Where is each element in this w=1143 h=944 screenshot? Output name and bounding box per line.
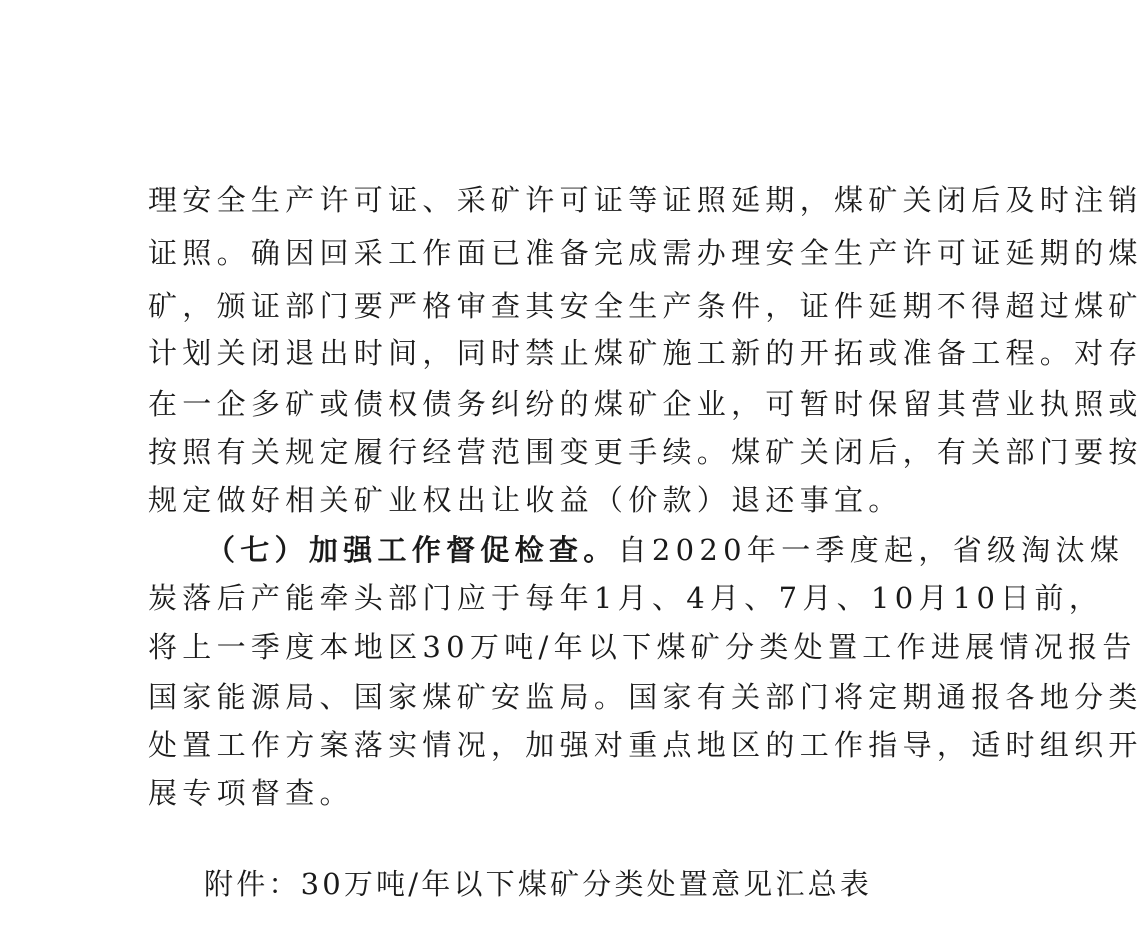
section7-line-3: 将上一季度本地区30万吨/年以下煤矿分类处置工作进展情况报告: [148, 630, 1137, 664]
section7-line-4: 国家能源局、国家煤矿安监局。国家有关部门将定期通报各地分类: [148, 680, 1143, 714]
attachment-line: 附件：30万吨/年以下煤矿分类处置意见汇总表: [204, 867, 873, 901]
section7-line-2: 炭落后产能牵头部门应于每年1月、4月、7月、10月10日前，: [148, 581, 1104, 615]
paragraph-line-2: 证照。确因回采工作面已准备完成需办理安全生产许可证延期的煤: [148, 236, 1143, 270]
paragraph-line-4: 计划关闭退出时间，同时禁止煤矿施工新的开拓或准备工程。对存: [148, 336, 1143, 370]
section7-heading: （七）加强工作督促检查。: [206, 533, 618, 567]
section7-first-line: [206, 530, 1125, 570]
section7-line-5: 处置工作方案落实情况，加强对重点地区的工作指导，适时组织开: [148, 728, 1143, 762]
paragraph-line-7: 规定做好相关矿业权出让收益（价款）退还事宜。: [148, 483, 903, 517]
section7-line-6: 展专项督查。: [148, 776, 354, 810]
section7-first-line-text: 自2020年一季度起，省级淘汰煤: [617, 533, 1125, 567]
paragraph-line-1: 理安全生产许可证、采矿许可证等证照延期，煤矿关闭后及时注销: [148, 183, 1143, 217]
paragraph-line-5: 在一企多矿或债权债务纠纷的煤矿企业，可暂时保留其营业执照或: [148, 387, 1143, 421]
paragraph-line-6: 按照有关规定履行经营范围变更手续。煤矿关闭后，有关部门要按: [148, 435, 1143, 469]
paragraph-line-3: 矿，颁证部门要严格审查其安全生产条件，证件延期不得超过煤矿: [148, 289, 1143, 323]
